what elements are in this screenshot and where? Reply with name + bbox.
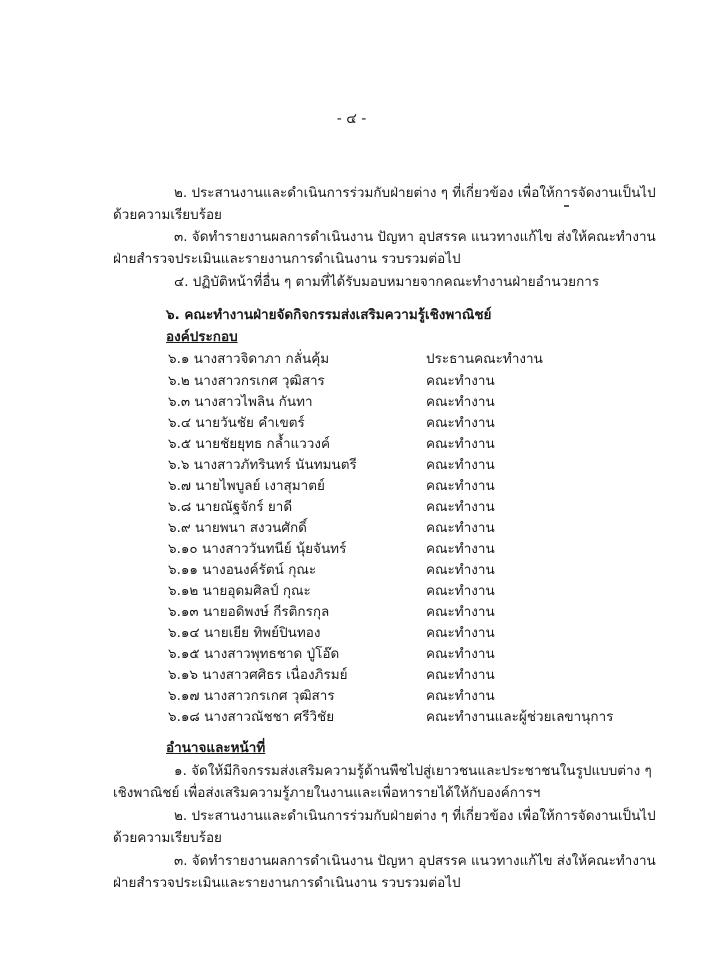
top-item-3-line-1: ๓. จัดทำรายงานผลการดำเนินงาน ปัญหา อุปสรรค แนวทางแก้ไข ส่งให้คณะทำงาน bbox=[174, 229, 656, 245]
member-row bbox=[168, 642, 628, 662]
member-name: ๖.๑๗ นางสาวกรเกศ วุฒิสาร bbox=[168, 688, 335, 704]
duty-item-2-line-2: ด้วยความเรียบร้อย bbox=[113, 830, 222, 846]
member-name: ๖.๑๕ นางสาวพุทธชาด ปู่โอ๊ด bbox=[168, 646, 340, 662]
member-role: คณะทำงาน bbox=[426, 520, 495, 536]
member-row bbox=[168, 684, 628, 704]
member-role: คณะทำงาน bbox=[426, 415, 495, 431]
member-role: คณะทำงาน bbox=[426, 499, 495, 515]
member-name: ๖.๓ นางสาวไพลิน กันทา bbox=[168, 394, 313, 410]
member-row bbox=[168, 369, 628, 389]
member-role: คณะทำงานและผู้ช่วยเลขานุการ bbox=[426, 709, 614, 725]
member-role: คณะทำงาน bbox=[426, 373, 495, 389]
member-row bbox=[168, 621, 628, 641]
member-row bbox=[168, 390, 628, 410]
member-row bbox=[168, 705, 628, 725]
duties-heading: อำนาจและหน้าที่ bbox=[166, 740, 266, 756]
page-number: - ๔ - bbox=[336, 111, 367, 127]
member-role: คณะทำงาน bbox=[426, 667, 495, 683]
member-name: ๖.๖ นางสาวภัทรินทร์ นันทมนตรี bbox=[168, 457, 357, 473]
member-role: คณะทำงาน bbox=[426, 583, 495, 599]
composition-heading: องค์ประกอบ bbox=[166, 329, 238, 345]
member-name: ๖.๔ นายวันชัย คำเขตร์ bbox=[168, 415, 305, 431]
member-row bbox=[168, 347, 628, 367]
top-item-4: ๔. ปฏิบัติหน้าที่อื่น ๆ ตามที่ได้รับมอบหมายจากคณะทำงานฝ่ายอำนวยการ bbox=[174, 274, 600, 290]
member-role: คณะทำงาน bbox=[426, 436, 495, 452]
member-role: ประธานคณะทำงาน bbox=[426, 351, 543, 367]
member-name: ๖.๑๖ นางสาวศศิธร เนื่องภิรมย์ bbox=[168, 667, 348, 683]
member-name: ๖.๑๔ นายเยีย ทิพย์ปินทอง bbox=[168, 625, 321, 641]
duty-item-3-line-2: ฝ่ายสำรวจประเมินและรายงานการดำเนินงาน รวบรวมต่อไป bbox=[113, 875, 461, 891]
member-row bbox=[168, 600, 628, 620]
member-row bbox=[168, 516, 628, 536]
member-row bbox=[168, 579, 628, 599]
member-role: คณะทำงาน bbox=[426, 541, 495, 557]
duty-item-3-line-1: ๓. จัดทำรายงานผลการดำเนินงาน ปัญหา อุปสรรค แนวทางแก้ไข ส่งให้คณะทำงาน bbox=[174, 853, 656, 869]
member-role: คณะทำงาน bbox=[426, 562, 495, 578]
top-item-3-line-2: ฝ่ายสำรวจประเมินและรายงานการดำเนินงาน รวบรวมต่อไป bbox=[113, 251, 461, 267]
member-row bbox=[168, 495, 628, 515]
member-name: ๖.๑๒ นายอุดมศิลป์ กุณะ bbox=[168, 583, 311, 599]
member-row bbox=[168, 474, 628, 494]
member-role: คณะทำงาน bbox=[426, 688, 495, 704]
duty-item-1-line-1: ๑. จัดให้มีกิจกรรมส่งเสริมความรู้ด้านพืชไปสู่เยาวชนและประชาชนในรูปแบบต่าง ๆ bbox=[174, 763, 652, 779]
member-role: คณะทำงาน bbox=[426, 394, 495, 410]
member-row bbox=[168, 411, 628, 431]
member-role: คณะทำงาน bbox=[426, 478, 495, 494]
section-title: ๖. คณะทำงานฝ่ายจัดกิจกรรมส่งเสริมความรู้เชิงพาณิชย์ bbox=[166, 307, 492, 323]
member-role: คณะทำงาน bbox=[426, 646, 495, 662]
duty-item-2-line-1: ๒. ประสานงานและดำเนินการร่วมกับฝ่ายต่าง ๆ ที่เกี่ยวข้อง เพื่อให้การจัดงานเป็นไป bbox=[174, 808, 656, 824]
member-role: คณะทำงาน bbox=[426, 625, 495, 641]
member-name: ๖.๒ นางสาวกรเกศ วุฒิสาร bbox=[168, 373, 325, 389]
member-name: ๖.๑๑ นางอนงค์รัตน์ กุณะ bbox=[168, 562, 317, 578]
member-name: ๖.๑๓ นายอดิพงษ์ กีรติกรกุล bbox=[168, 604, 330, 620]
member-row bbox=[168, 663, 628, 683]
stray-mark bbox=[564, 205, 569, 207]
member-row bbox=[168, 432, 628, 452]
top-item-2-line-1: ๒. ประสานงานและดำเนินการร่วมกับฝ่ายต่าง ๆ ที่เกี่ยวข้อง เพื่อให้การจัดงานเป็นไป bbox=[174, 185, 656, 201]
member-name: ๖.๑๐ นางสาววันทนีย์ นุ้ยจันทร์ bbox=[168, 541, 347, 557]
member-name: ๖.๕ นายชัยยุทธ กล้ำแววงค์ bbox=[168, 436, 331, 452]
member-row bbox=[168, 453, 628, 473]
member-name: ๖.๑ นางสาวจิดาภา กลั่นคุ้ม bbox=[168, 351, 330, 367]
member-name: ๖.๘ นายณัฐจักร์ ยาดี bbox=[168, 499, 293, 515]
member-role: คณะทำงาน bbox=[426, 457, 495, 473]
duty-item-1-line-2: เชิงพาณิชย์ เพื่อส่งเสริมความรู้ภายในงานและเพื่อหารายได้ให้กับองค์การฯ bbox=[113, 785, 541, 801]
member-name: ๖.๑๘ นางสาวณัชชา ศรีวิชัย bbox=[168, 709, 335, 725]
member-name: ๖.๙ นายพนา สงวนศักดิ์ bbox=[168, 520, 307, 536]
member-row bbox=[168, 558, 628, 578]
top-item-2-line-2: ด้วยความเรียบร้อย bbox=[113, 207, 222, 223]
member-row bbox=[168, 537, 628, 557]
member-role: คณะทำงาน bbox=[426, 604, 495, 620]
member-name: ๖.๗ นายไพบูลย์ เงาสุมาตย์ bbox=[168, 478, 325, 494]
